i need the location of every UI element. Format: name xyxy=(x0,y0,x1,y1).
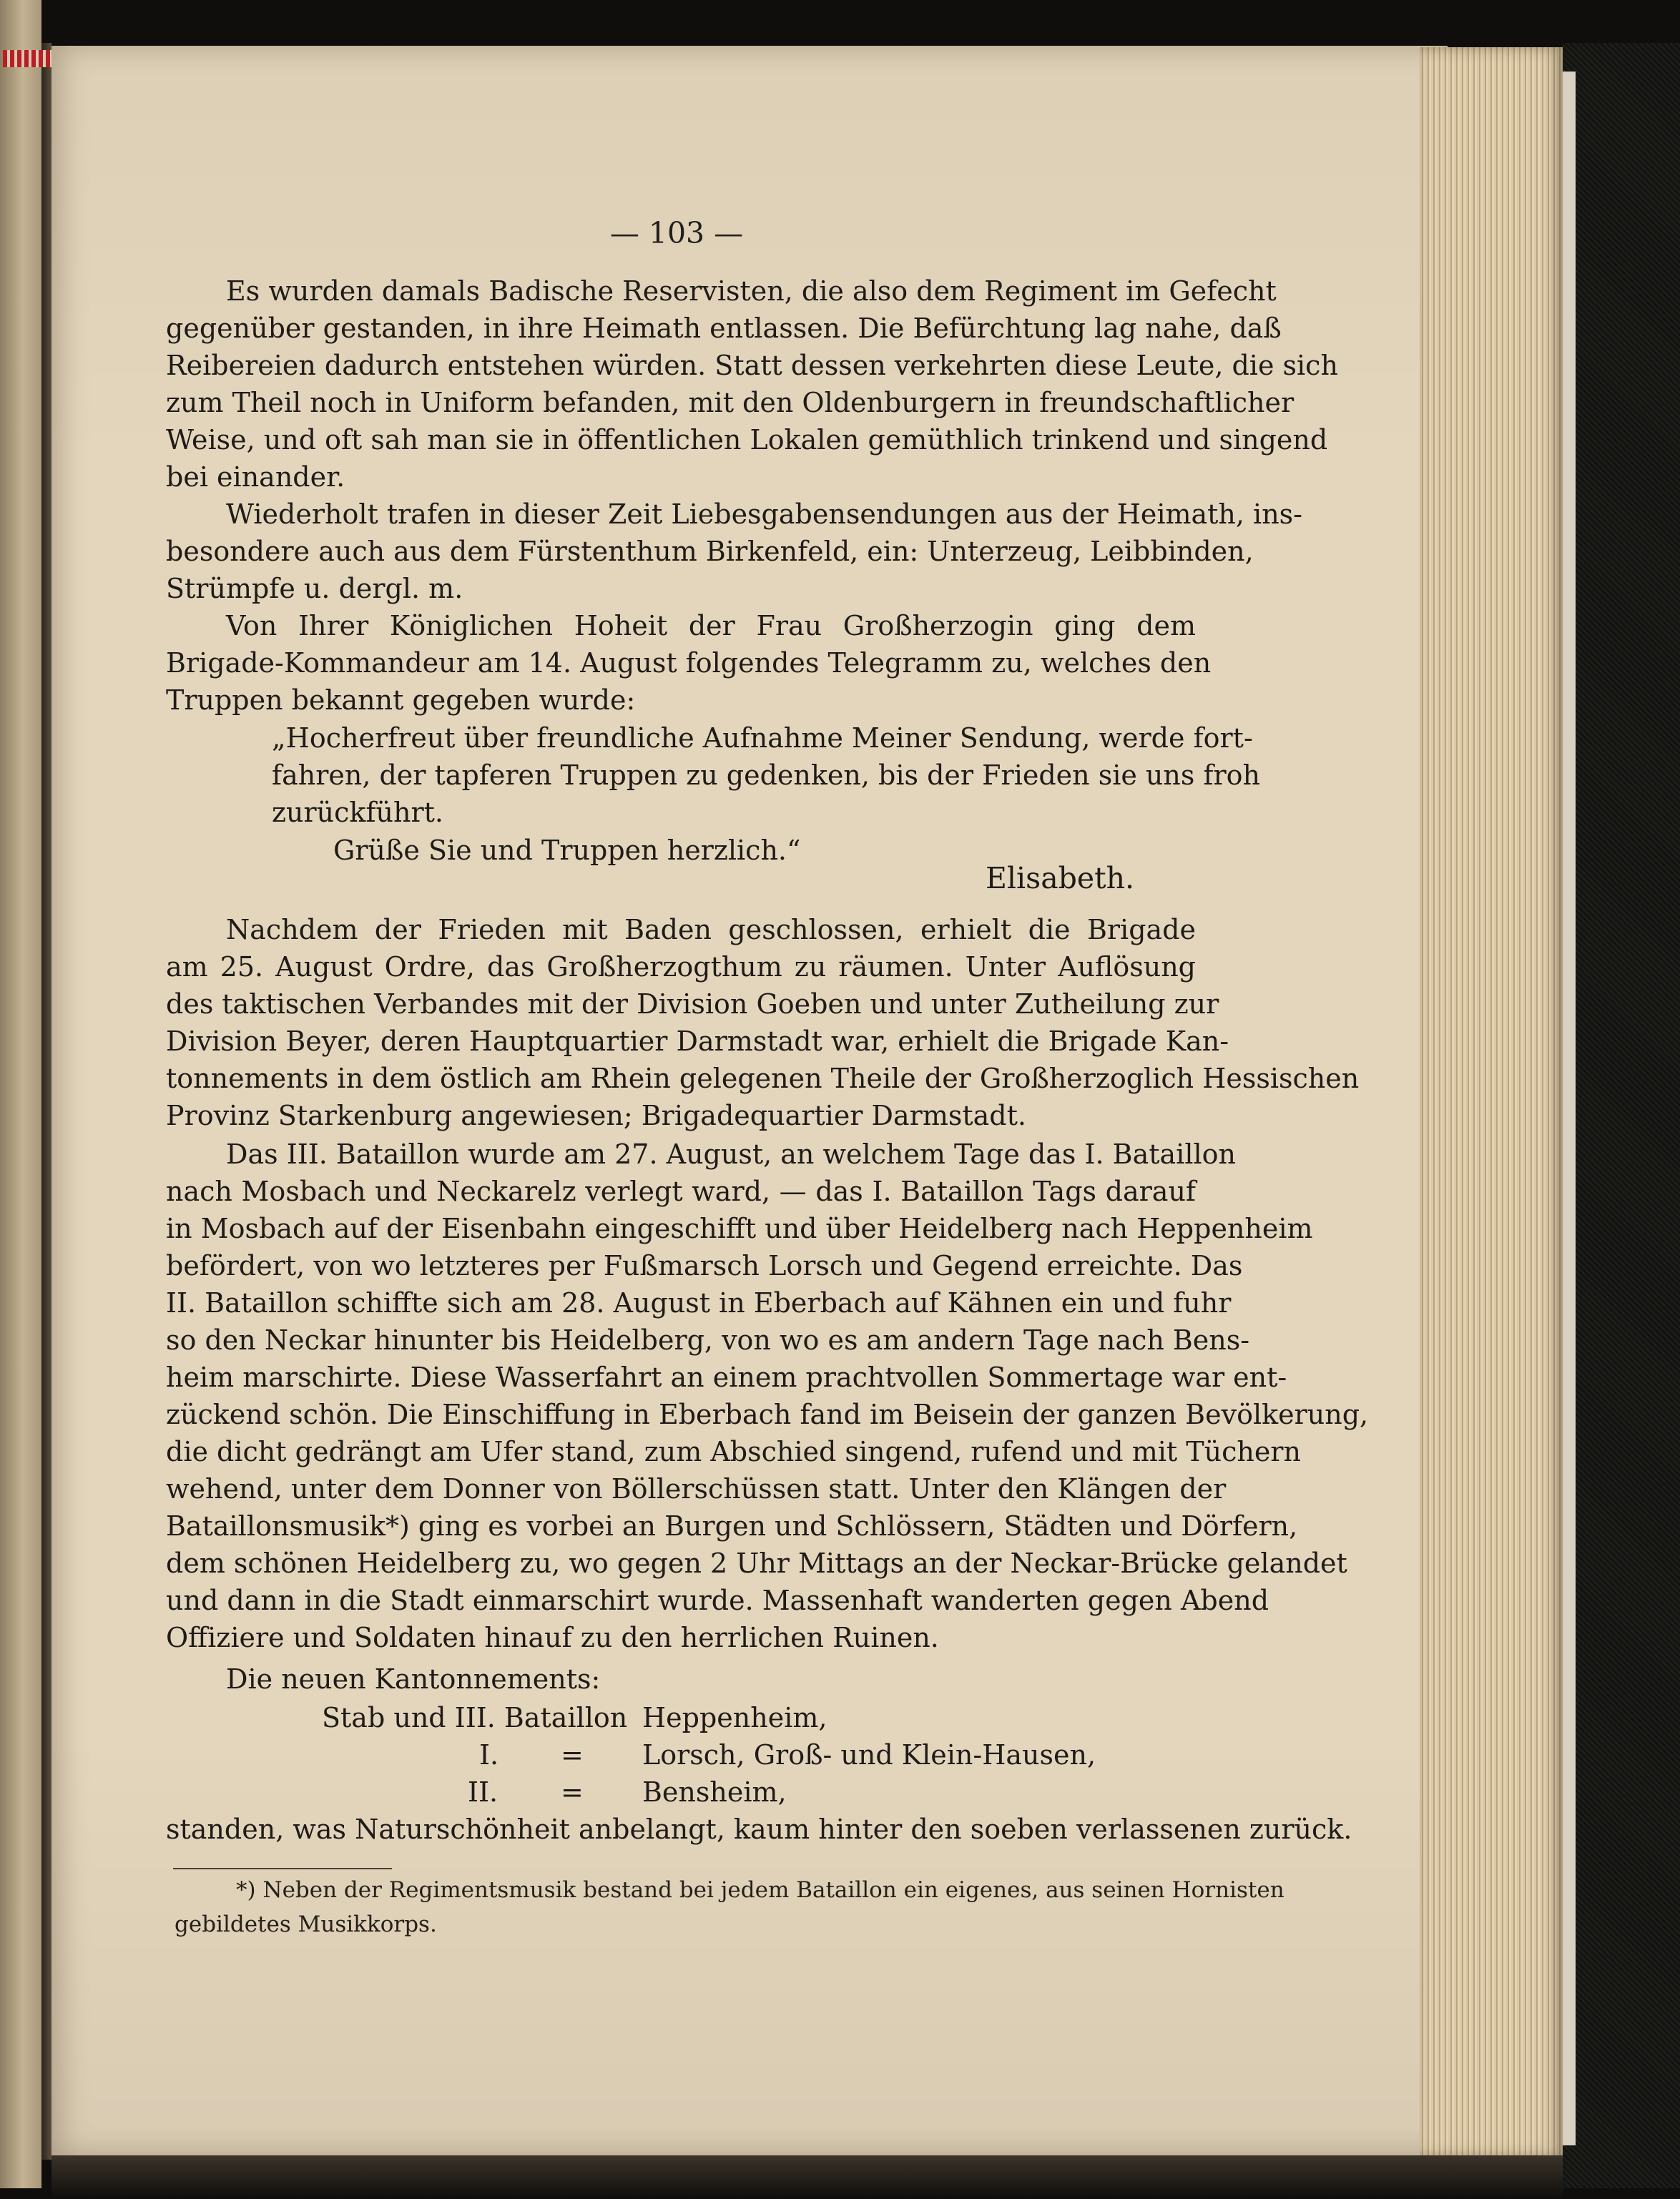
text-line: tonnements in dem östlich am Rhein gelegenen Theile der Großherzoglich Hessischen xyxy=(166,1063,1360,1094)
text-line: heim marschirte. Diese Wasserfahrt an einem prachtvollen Sommertage war ent- xyxy=(166,1362,1287,1393)
text-line: Provinz Starkenburg angewiesen; Brigadequartier Darmstadt. xyxy=(166,1100,1026,1131)
text-line: Offiziere und Soldaten hinauf zu den herrlichen Ruinen. xyxy=(166,1622,939,1653)
text-line: des taktischen Verbandes mit der Division Goeben und unter Zutheilung zur xyxy=(166,988,1219,1020)
text-line: Nachdem der Frieden mit Baden geschlossen, erhielt die Brigade xyxy=(226,914,1196,945)
text-line: die dicht gedrängt am Ufer stand, zum Abschied singend, rufend und mit Tüchern xyxy=(166,1436,1301,1467)
text-line: II. Bataillon schiffte sich am 28. August in Eberbach auf Kähnen ein und fuhr xyxy=(166,1287,1232,1319)
footnote-line: gebildetes Musikkorps. xyxy=(175,1912,437,1937)
text-line: Weise, und oft sah man sie in öffentlichen Lokalen gemüthlich trinkend und singend xyxy=(166,424,1328,456)
telegram-line: zurückführt. xyxy=(272,797,443,828)
text-line: standen, was Naturschönheit anbelangt, kaum hinter den soeben verlassenen zurück. xyxy=(166,1814,1352,1845)
text-line: dem schönen Heidelberg zu, wo gegen 2 Uhr Mittags an der Neckar-Brücke gelandet xyxy=(166,1548,1347,1579)
text-line: nach Mosbach und Neckarelz verlegt ward, — das I. Bataillon Tags darauf xyxy=(166,1176,1196,1207)
text-line: gegenüber gestanden, in ihre Heimath entlassen. Die Befürchtung lag nahe, daß xyxy=(166,313,1282,344)
text-line: Das III. Bataillon wurde am 27. August, an welchem Tage das I. Bataillon xyxy=(226,1138,1236,1170)
footnote-rule xyxy=(173,1868,392,1869)
cantonment-place: Lorsch, Groß- und Klein-Hausen, xyxy=(642,1739,1096,1771)
text-line: wehend, unter dem Donner von Böllerschüssen statt. Unter den Klängen der xyxy=(166,1473,1227,1505)
footnote-line: *) Neben der Regimentsmusik bestand bei jedem Bataillon ein eigenes, aus seinen Hornisten xyxy=(236,1877,1284,1903)
cantonment-place: Bensheim, xyxy=(642,1776,787,1808)
text-line: befördert, von wo letzteres per Fußmarsch Lorsch und Gegend erreichte. Das xyxy=(166,1250,1243,1281)
cover-flyleaf xyxy=(1563,72,1576,2145)
telegram-signature: Elisabeth. xyxy=(986,861,1135,895)
page-number: — 103 — xyxy=(609,216,744,250)
ditto-mark: = xyxy=(561,1776,584,1808)
ditto-mark: = xyxy=(561,1739,584,1771)
telegram-line: „Hocherfreut über freundliche Aufnahme Meiner Sendung, werde fort- xyxy=(272,722,1253,754)
telegram-line: fahren, der tapferen Truppen zu gedenken, bis der Frieden sie uns froh xyxy=(272,759,1261,791)
bottom-shadow xyxy=(51,2155,1563,2199)
text-line: Von Ihrer Königlichen Hoheit der Frau Großherzogin ging dem xyxy=(226,610,1196,641)
cantonment-place: Heppenheim, xyxy=(642,1702,827,1733)
text-line: besondere auch aus dem Fürstenthum Birkenfeld, ein: Unterzeug, Leibbinden, xyxy=(166,536,1254,567)
text-line: Strümpfe u. dergl. m. xyxy=(166,573,463,604)
text-line: Truppen bekannt gegeben wurde: xyxy=(166,684,636,716)
text-line: zum Theil noch in Uniform befanden, mit den Oldenburgern in freundschaftlicher xyxy=(166,387,1295,418)
ribbon-bookmark xyxy=(3,50,53,67)
page-stack-edge xyxy=(1420,47,1563,2157)
cantonments-heading: Die neuen Kantonnements: xyxy=(226,1663,601,1695)
text-line: Wiederholt trafen in dieser Zeit Liebesgabensendungen aus der Heimath, ins- xyxy=(226,498,1303,530)
text-line: zückend schön. Die Einschiffung in Eberbach fand im Beisein der ganzen Bevölkerung, xyxy=(166,1399,1369,1430)
cantonment-unit: I. xyxy=(479,1739,499,1771)
cantonment-unit: II. xyxy=(468,1776,498,1808)
telegram-greeting: Grüße Sie und Truppen herzlich.“ xyxy=(333,835,801,866)
text-line: so den Neckar hinunter bis Heidelberg, von wo es am andern Tage nach Bens- xyxy=(166,1324,1250,1356)
left-page-edge xyxy=(0,0,41,2188)
text-line: Es wurden damals Badische Reservisten, die also dem Regiment im Gefecht xyxy=(226,275,1277,307)
text-line: in Mosbach auf der Eisenbahn eingeschifft und über Heidelberg nach Heppenheim xyxy=(166,1213,1313,1244)
text-line: bei einander. xyxy=(166,461,345,493)
text-line: Bataillonsmusik*) ging es vorbei an Burgen und Schlössern, Städten und Dörfern, xyxy=(166,1510,1298,1542)
text-line: Reibereien dadurch entstehen würden. Statt dessen verkehrten diese Leute, die sich xyxy=(166,350,1338,381)
text-line: am 25. August Ordre, das Großherzogthum zu räumen. Unter Auflösung xyxy=(166,951,1196,983)
cantonment-unit: Stab und III. Bataillon xyxy=(322,1702,628,1733)
text-line: Division Beyer, deren Hauptquartier Darmstadt war, erhielt die Brigade Kan- xyxy=(166,1025,1229,1057)
binding-gutter xyxy=(41,43,51,2160)
text-line: und dann in die Stadt einmarschirt wurde. Massenhaft wanderten gegen Abend xyxy=(166,1585,1269,1616)
book-cover xyxy=(1563,43,1680,2188)
text-line: Brigade-Kommandeur am 14. August folgendes Telegramm zu, welches den xyxy=(166,647,1212,679)
